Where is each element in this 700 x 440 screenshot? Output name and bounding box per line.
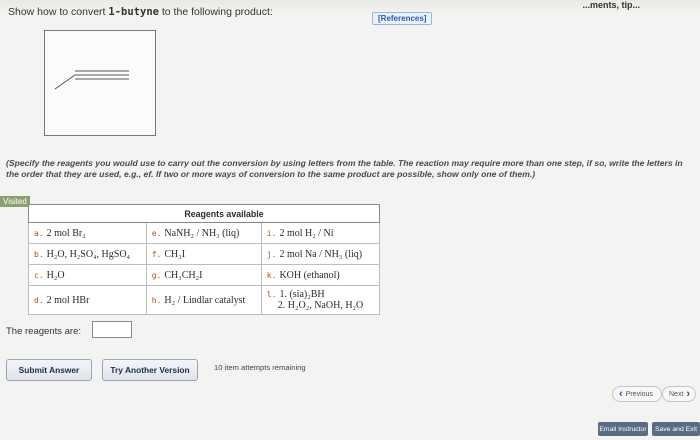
submit-answer-button[interactable]: Submit Answer — [6, 359, 92, 381]
reagent-text: 2 mol H₂ / Ni — [279, 227, 334, 239]
reagent-text: CH₃CH₂I — [164, 269, 203, 281]
reagent-cell — [261, 223, 379, 244]
next-label: Next — [669, 390, 684, 398]
reagent-cell — [146, 286, 261, 315]
reagent-letter: l. — [266, 290, 277, 299]
reagent-letter: b. — [34, 249, 44, 259]
reagent-text: NaNH₂ / NH₃ (liq) — [164, 227, 240, 239]
reagent-cell — [146, 244, 261, 265]
reagent-text: 2 mol Br₂ — [46, 227, 86, 239]
reagent-cell — [29, 223, 147, 244]
visited-badge: Visited — [0, 196, 30, 207]
reagent-letter: h. — [151, 295, 162, 305]
table-row — [29, 286, 380, 315]
question-prefix: Show how to convert — [8, 6, 109, 18]
reagent-text: H₂O, H₂SO₄, HgSO₄ — [46, 248, 131, 260]
instructions-text: (Specify the reagents you would use to carry out the conversion by using letters from the table. The reaction may require more than one step, if so, write the letters in the order that they are used, e.g., ef. If two or more ways of conversion to the same product are possible, show only one of them.) — [6, 158, 683, 179]
table-row — [29, 265, 380, 286]
reagent-cell — [261, 244, 379, 265]
table-row — [29, 223, 380, 244]
question-suffix: to the following product: — [158, 6, 273, 18]
attempts-remaining: 10 item attempts remaining — [214, 363, 306, 372]
reagent-letter: a. — [34, 228, 44, 238]
question-text — [8, 6, 273, 18]
reagent-letter: d. — [34, 295, 44, 305]
next-button[interactable] — [662, 386, 696, 402]
reagent-text: H₂O — [46, 269, 65, 281]
reagent-cell — [29, 286, 147, 315]
reagent-cell — [29, 244, 147, 265]
question-compound: 1-butyne — [108, 6, 159, 18]
reagent-letter: f. — [151, 249, 162, 259]
chevron-left-icon: ‹ — [619, 388, 623, 400]
reagent-text: 2 mol HBr — [46, 294, 90, 306]
answer-input[interactable] — [92, 321, 132, 338]
reagent-letter: e. — [151, 228, 162, 238]
reagent-letter: j. — [266, 249, 277, 259]
reagent-text: H₂ / Lindlar catalyst — [164, 294, 246, 306]
reagent-cell — [261, 286, 379, 315]
references-button[interactable]: [References] — [372, 12, 432, 25]
previous-label: Previous — [625, 390, 653, 398]
chevron-right-icon: › — [686, 388, 691, 400]
try-another-version-button[interactable]: Try Another Version — [102, 359, 198, 381]
reagent-cell — [29, 265, 147, 286]
reagents-table-header: Reagents available — [29, 205, 380, 223]
reagent-text: 1. (sia)₂BH — [279, 289, 325, 300]
table-row — [29, 244, 380, 265]
answer-label: The reagents are: — [6, 326, 81, 337]
reagent-letter: i. — [266, 228, 277, 238]
reagents-table — [28, 204, 380, 315]
reagent-letter: k. — [266, 270, 277, 280]
reagent-text: KOH (ethanol) — [279, 269, 340, 281]
save-and-exit-button[interactable]: Save and Exit — [652, 422, 700, 436]
reagent-letter: g. — [151, 270, 162, 280]
reagent-letter: c. — [34, 270, 44, 280]
reagent-cell — [261, 265, 379, 286]
email-instructor-button[interactable]: Email Instructor — [598, 422, 648, 436]
product-structure-drawing — [45, 31, 157, 137]
product-structure — [44, 30, 156, 136]
previous-button[interactable] — [612, 386, 662, 402]
reagent-text: 2 mol Na / NH₃ (liq) — [279, 248, 363, 260]
reagent-cell — [146, 223, 261, 244]
reagent-text: CH₃I — [164, 248, 186, 260]
reagent-text-line2: 2. H₂O₂, NaOH, H₂O — [277, 300, 364, 311]
top-cut-text: ...ments, tip... — [582, 0, 640, 10]
reagent-cell — [146, 265, 261, 286]
